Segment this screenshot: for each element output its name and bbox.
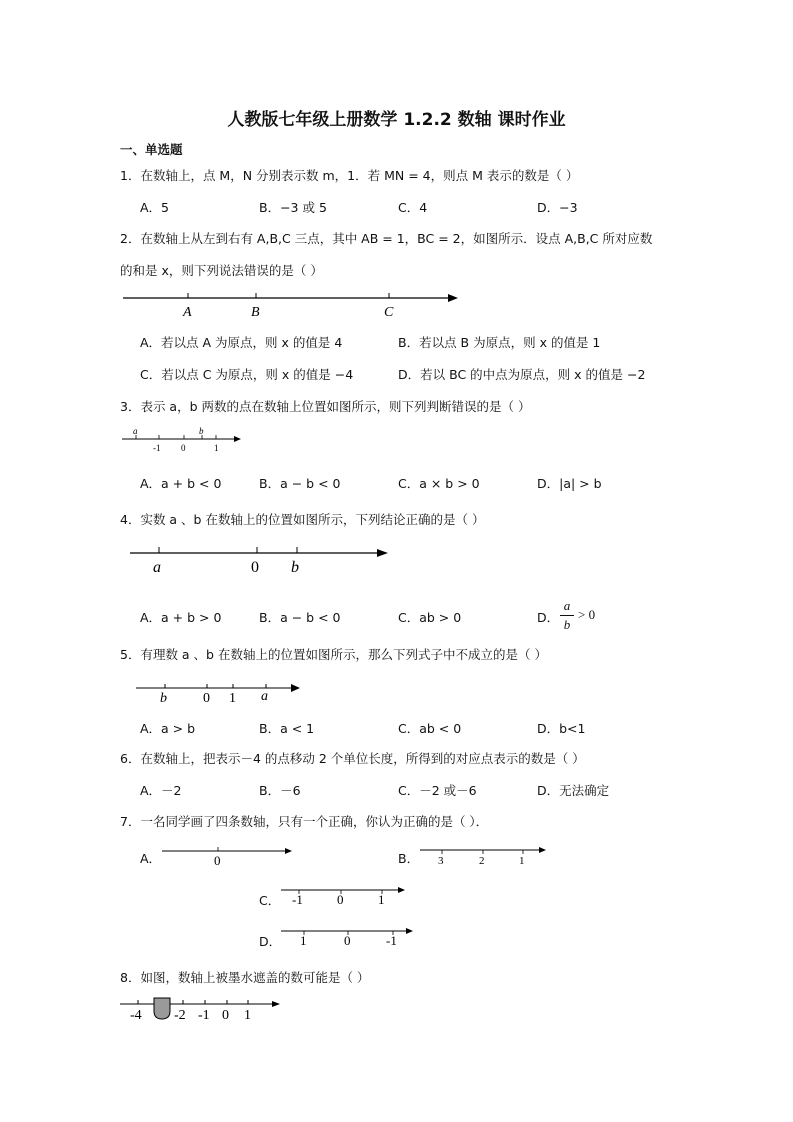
- q4-label-b: b: [291, 559, 299, 576]
- q5-option-a: A．a > b: [140, 721, 196, 736]
- q7-option-c: C．: [259, 893, 281, 908]
- q3-option-c: C．a × b > 0: [398, 476, 480, 491]
- q3-stem: 3．表示 a，b 两数的点在数轴上位置如图所示，则下列判断错误的是（ ）: [120, 399, 531, 414]
- q4-option-b: B．a − b < 0: [259, 610, 341, 625]
- q6-stem: 6．在数轴上，把表示－4 的点移动 2 个单位长度，所得到的对应点表示的数是（ ）: [120, 751, 585, 766]
- q2-label-b: B: [251, 305, 260, 320]
- q8-label-neg4: -4: [130, 1008, 142, 1023]
- q7d-label-neg1: -1: [386, 933, 397, 948]
- q3-option-a: A．a + b < 0: [140, 476, 222, 491]
- q7b-label-3: 3: [438, 855, 444, 867]
- q6-option-d: D．无法确定: [537, 783, 610, 798]
- q4-option-d-numerator: a: [563, 598, 571, 613]
- q4-label-a: a: [153, 559, 161, 576]
- q4-stem: 4．实数 a 、b 在数轴上的位置如图所示，下列结论正确的是（ ）: [120, 512, 485, 527]
- q4-option-c: C．ab > 0: [398, 610, 462, 625]
- q6-option-b: B．－6: [259, 783, 301, 798]
- q2-stem-line1: 2．在数轴上从左到右有 A,B,C 三点，其中 AB = 1，BC = 2，如图所示．设点 A,B,C 所对应数: [120, 231, 653, 246]
- q4-label-0: 0: [251, 559, 259, 576]
- q5-label-b: b: [160, 691, 167, 706]
- q3-label-1: 1: [214, 443, 219, 453]
- q5-option-d: D．b<1: [537, 721, 586, 736]
- section-heading: 一、单选题: [120, 142, 183, 157]
- q1-option-c: C．4: [398, 200, 428, 215]
- q5-option-b: B．a < 1: [259, 721, 315, 736]
- q6-option-a: A．－2: [140, 783, 182, 798]
- q7-option-d: D．: [259, 934, 282, 949]
- q3-option-d: D．|a| > b: [537, 476, 602, 491]
- q7c-label-1: 1: [378, 892, 385, 907]
- q7c-label-neg1: -1: [292, 892, 303, 907]
- ink-blot-icon: [154, 998, 170, 1019]
- page-title: 人教版七年级上册数学 1.2.2 数轴 课时作业: [227, 110, 566, 130]
- q8-label-neg1: -1: [198, 1008, 210, 1023]
- q4-option-d-relation: > 0: [578, 607, 596, 622]
- q5-stem: 5．有理数 a 、b 在数轴上的位置如图所示，那么下列式子中不成立的是（ ）: [120, 647, 547, 662]
- q4-option-d-prefix: D．: [537, 610, 560, 625]
- q3-option-b: B．a − b < 0: [259, 476, 341, 491]
- q7b-label-1: 1: [519, 855, 525, 867]
- q7-stem: 7．一名同学画了四条数轴，只有一个正确，你认为正确的是（ ）．: [120, 814, 489, 829]
- q8-label-1: 1: [244, 1008, 251, 1023]
- q5-label-a: a: [261, 689, 268, 704]
- q7d-label-1: 1: [300, 933, 307, 948]
- q3-label-b: b: [199, 426, 204, 436]
- q7-option-a: A．: [140, 851, 162, 866]
- q2-option-d: D．若以 BC 的中点为原点，则 x 的值是 −2: [398, 367, 646, 382]
- q2-option-c: C．若以点 C 为原点，则 x 的值是 −4: [140, 367, 354, 382]
- q2-stem-line2: 的和是 x，则下列说法错误的是（ ）: [120, 263, 323, 278]
- q5-label-0: 0: [203, 691, 210, 706]
- q1-option-d: D．−3: [537, 200, 578, 215]
- q5-label-1: 1: [229, 691, 236, 706]
- q7a-label-0: 0: [214, 853, 221, 868]
- q1-option-b: B．−3 或 5: [259, 200, 327, 215]
- q8-stem: 8．如图，数轴上被墨水遮盖的数可能是（ ）: [120, 970, 370, 985]
- q2-option-a: A．若以点 A 为原点，则 x 的值是 4: [140, 335, 343, 350]
- q2-label-a: A: [183, 305, 192, 320]
- q8-label-0: 0: [222, 1008, 229, 1023]
- q4-option-a: A．a + b > 0: [140, 610, 222, 625]
- q7d-label-0: 0: [344, 933, 351, 948]
- q7b-label-2: 2: [479, 855, 485, 867]
- q1-option-a: A．5: [140, 200, 170, 215]
- q7-option-b: B．: [398, 851, 420, 866]
- q4-option-d-denominator: b: [563, 617, 571, 632]
- q6-option-c: C．－2 或－6: [398, 783, 477, 798]
- q3-label-neg1: -1: [153, 443, 161, 453]
- q3-label-0: 0: [181, 443, 186, 453]
- q5-option-c: C．ab < 0: [398, 721, 462, 736]
- q7c-label-0: 0: [337, 892, 344, 907]
- q1-stem: 1．在数轴上，点 M，N 分别表示数 m，1．若 MN = 4，则点 M 表示的数是（ ）: [120, 168, 579, 183]
- q2-option-b: B．若以点 B 为原点，则 x 的值是 1: [398, 335, 601, 350]
- q2-label-c: C: [384, 305, 394, 320]
- q3-label-a: a: [133, 426, 138, 436]
- q8-label-neg2: -2: [174, 1008, 186, 1023]
